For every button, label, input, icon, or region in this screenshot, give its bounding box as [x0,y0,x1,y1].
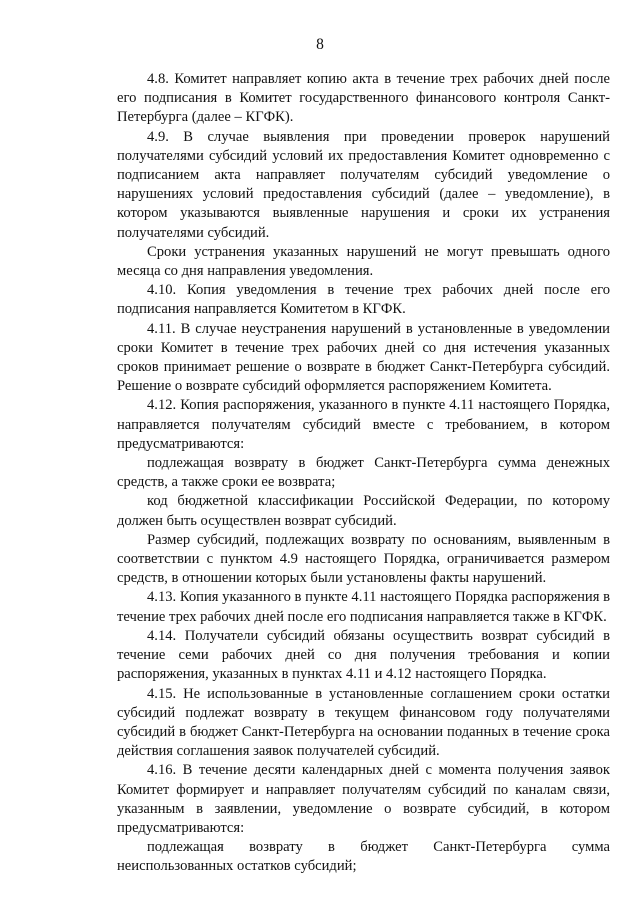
paragraph-budget-code: код бюджетной классификации Российской Федерации, по которому должен быть осуществлен возврат субсидий. [117,493,610,529]
paragraph-deadline: Сроки устранения указанных нарушений не могут превышать одного месяца со дня направления уведомления. [117,243,610,280]
paragraph-4-15: 4.15. Не использованные в установленные соглашением сроки остатки субсидий подлежат возврату в текущем финансовом году получателями субсидий в бюджет Санкт-Петербурга на основании поданных в течение срока действия соглашения заявок получателей субсидий. [117,685,610,760]
paragraph-unused-remainder: подлежащая возврату в бюджет Санкт-Петербурга сумма неиспользованных остатков субсидий; [117,839,610,875]
paragraph-4-16: 4.16. В течение десяти календарных дней с момента получения заявок Комитет формирует и направляет получателям субсидий по каналам связи, указанным в заявлении, уведомление о возврате субсидий, в котором предусматриваются: [117,762,610,836]
paragraph-4-10: 4.10. Копия уведомления в течение трех рабочих дней после его подписания направляется Комитетом в КГФК. [117,282,610,318]
paragraph-4-12: 4.12. Копия распоряжения, указанного в пункте 4.11 настоящего Порядка, направляется получателям субсидий вместе с требованием, в котором предусматриваются: [117,397,610,452]
document-body [117,70,610,877]
paragraph-4-13: 4.13. Копия указанного в пункте 4.11 настоящего Порядка распоряжения в течение трех рабочих дней после его подписания направляется также в КГФК. [117,589,610,625]
paragraph-refund-size: Размер субсидий, подлежащих возврату по основаниям, выявленным в соответствии с пунктом 4.9 настоящего Порядка, ограничивается размером средств, в отношении которых были установлены факты нарушений. [117,531,610,587]
paragraph-4-8: 4.8. Комитет направляет копию акта в течение трех рабочих дней после его подписания в Комитет государственного финансового контроля Санкт-Петербурга (далее – КГФК). [117,71,610,126]
paragraph-4-11: 4.11. В случае неустранения нарушений в установленные в уведомлении сроки Комитет в течение трех рабочих дней со дня истечения указанных сроков принимает решение о возврате в бюджет Санкт-Петербурга субсидий. Решение о возврате субсидий оформляется распоряжением Комитета. [117,320,610,395]
paragraph-refund-amount: подлежащая возврату в бюджет Санкт-Петербурга сумма денежных средств, а также сроки ее возврата; [117,455,610,491]
paragraph-4-14: 4.14. Получатели субсидий обязаны осуществить возврат субсидий в течение семи рабочих дней со дня получения требования и копии распоряжения, указанных в пунктах 4.11 и 4.12 настоящего Порядка. [117,627,610,683]
paragraph-4-9: 4.9. В случае выявления при проведении проверок нарушений получателями субсидий условий их предоставления Комитет одновременно с подписанием акта направляет получателям субсидий уведомление о нарушениях условий предоставления субсидий (далее – уведомление), в котором указываются выявленные нарушения и сроки их устранения получателями субсидий. [117,128,610,241]
page-number: 8 [316,36,324,53]
